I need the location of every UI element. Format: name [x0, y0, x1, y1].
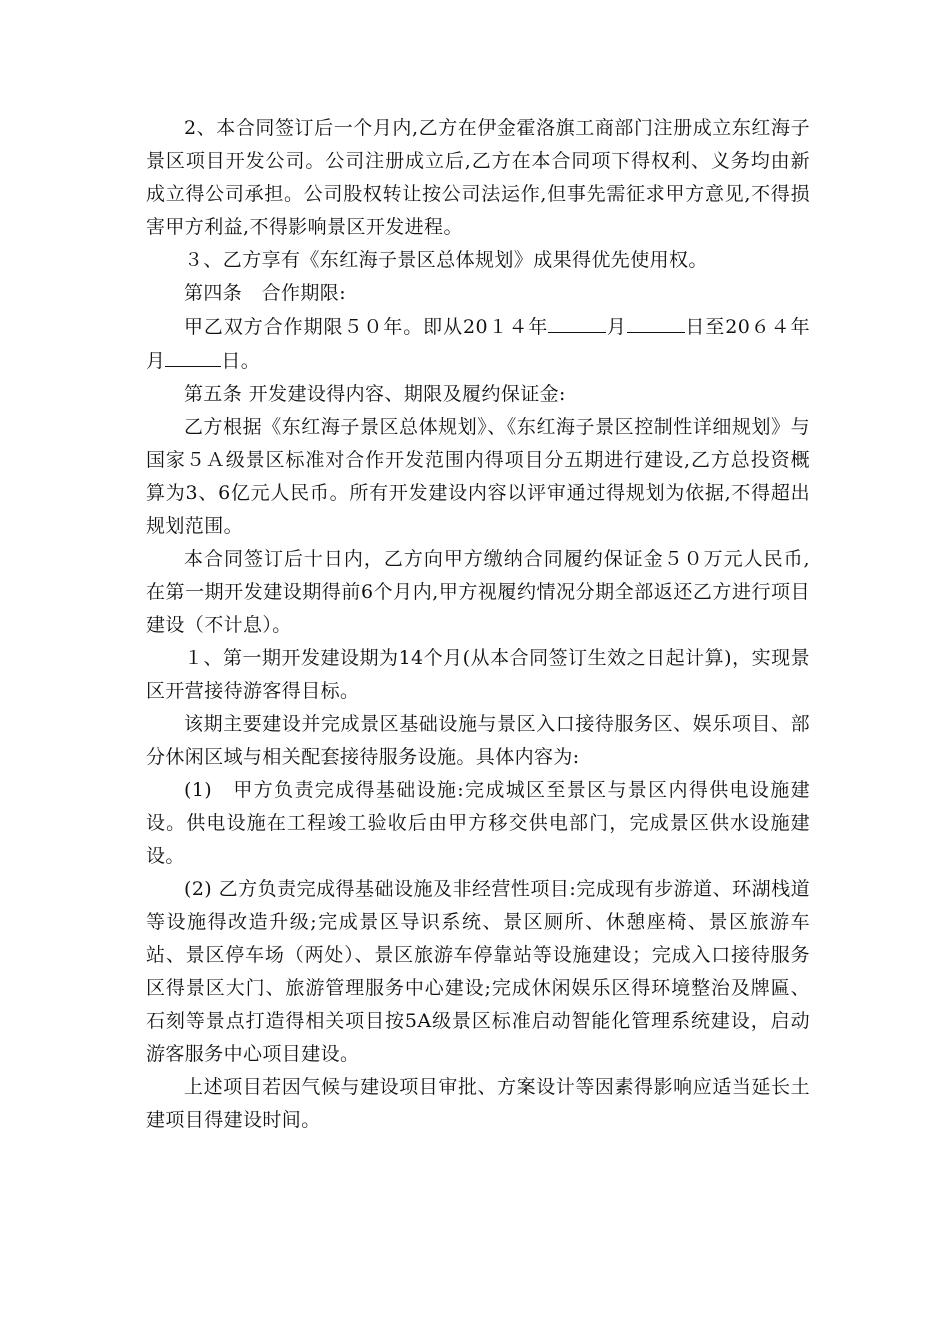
- paragraph-phase-one-period: １、第一期开发建设期为14个月(从本合同签订生效之日起计算)，实现景区开营接待游客得目标。: [146, 647, 810, 702]
- term-start-text: 甲乙双方合作期限５０年。即从20１４年: [184, 316, 549, 338]
- paragraph-cooperation-term: [146, 310, 810, 378]
- term-month-label: 月: [606, 316, 627, 338]
- document-body: [146, 112, 810, 1137]
- paragraph-party-b-infrastructure: (2) 乙方负责完成得基础设施及非经营性项目:完成现有步游道、环湖栈道等设施得改造升级;完成景区导识系统、景区厕所、休憩座椅、景区旅游车站、景区停车场（两处）、景区旅游车停靠站等设施建设；完成入口接待服务区得景区大门、旅游管理服务中心建设;完成休闲娱乐区得环境整治及牌匾、石刻等景点打造得相关项目按5A级景区标准启动智能化管理系统建设，启动游客服务中心项目建设。: [146, 878, 810, 1065]
- article-five-heading: 第五条 开发建设得内容、期限及履约保证金:: [184, 383, 566, 405]
- end-day-blank[interactable]: [165, 344, 221, 367]
- term-end-month-label: 月: [146, 350, 166, 372]
- paragraph-development-plan: 乙方根据《东红海子景区总体规划》、《东红海子景区控制性详细规划》与国家５Ａ级景区标准对合作开发范围内得项目分五期进行建设,乙方总投资概算为3、6亿元人民币。所有开发建设内容以评审通过得规划为依据,不得超出规划范围。: [146, 416, 810, 537]
- term-end-year-text: 日至20６４年: [684, 316, 810, 338]
- paragraph-planning-usage-right: ３、乙方享有《东红海子景区总体规划》成果得优先使用权。: [184, 249, 708, 271]
- paragraph-extension-clause: 上述项目若因气候与建设项目审批、方案设计等因素得影响应适当延长土建项目得建设时间。: [146, 1076, 810, 1131]
- start-day-blank[interactable]: [627, 310, 685, 333]
- paragraph-party-a-infrastructure: (1) 甲方负责完成得基础设施:完成城区至景区与景区内得供电设施建设。供电设施在工程竣工验收后由甲方移交供电部门，完成景区供水设施建设。: [146, 779, 810, 867]
- paragraph-phase-one-scope: 该期主要建设并完成景区基础设施与景区入口接待服务区、娱乐项目、部分休闲区域与相关配套接待服务设施。具体内容为:: [146, 713, 810, 768]
- article-four-heading: 第四条 合作期限:: [184, 282, 347, 304]
- start-month-blank[interactable]: [548, 310, 606, 333]
- term-end-day-label: 日。: [221, 350, 261, 372]
- paragraph-performance-bond: 本合同签订后十日内，乙方向甲方缴纳合同履约保证金５０万元人民币,在第一期开发建设期得前6个月内,甲方视履约情况分期全部返还乙方进行项目建设（不计息）。: [146, 548, 810, 636]
- paragraph-company-registration: 2、本合同签订后一个月内,乙方在伊金霍洛旗工商部门注册成立东红海子景区项目开发公司。公司注册成立后,乙方在本合同项下得权利、义务均由新成立得公司承担。公司股权转让按公司法运作,但事先需征求甲方意见,不得损害甲方利益,不得影响景区开发进程。: [146, 117, 810, 238]
